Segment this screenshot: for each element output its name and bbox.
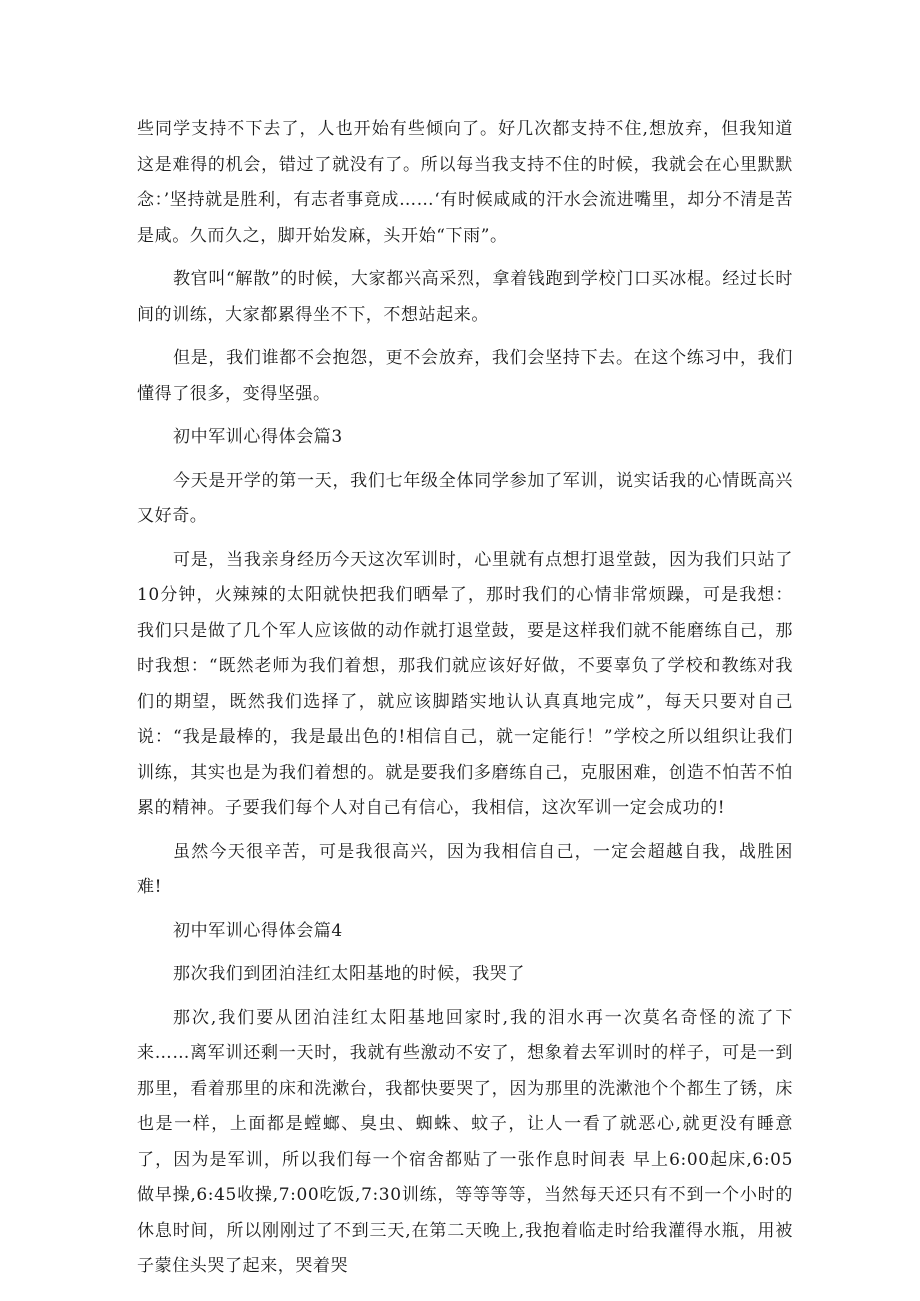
paragraph-2: 教官叫“解散”的时候，大家都兴高采烈，拿着钱跑到学校门口买冰棍。经过长时间的训练，大家都累得坐不下，不想站起来。 <box>137 269 793 325</box>
paragraph-7: 那次我们到团泊洼红太阳基地的时候，我哭了 <box>173 964 525 984</box>
paragraph-5: 可是，当我亲身经历今天这次军训时，心里就有点想打退堂鼓，因为我们只站了10分钟，火辣辣的太阳就快把我们晒晕了，那时我们的心情非常烦躁，可是我想：我们只是做了几个军人应该做的动作就打退堂鼓，要是这样我们就不能磨练自己，那时我想：“既然老师为我们着想，那我们就应该好好做，不要辜负了学校和教练对我们的期望，既然我们选择了，就应该脚踏实地认认真真地完成”，每天只要对自己说：“我是最棒的，我是最出色的!相信自己，就一定能行！”学校之所以组织让我们训练，其实也是为我们着想的。就是要我们多磨练自己，克服困难，创造不怕苦不怕累的精神。子要我们每个人对自己有信心，我相信，这次军训一定会成功的! <box>137 549 793 818</box>
document-page <box>137 112 793 1293</box>
paragraph-8: 那次,我们要从团泊洼红太阳基地回家时,我的泪水再一次莫名奇怪的流了下来……离军训还剩一天时，我就有些激动不安了，想象着去军训时的样子，可是一到那里，看着那里的床和洗漱台，我都快要哭了，因为那里的洗漱池个个都生了锈，床也是一样，上面都是螳螂、臭虫、蜘蛛、蚊子，让人一看了就恶心,就更没有睡意了，因为是军训，所以我们每一个宿舍都贴了一张作息时间表 早上6:00起床,6:05做早操,6:45收操,7:00吃饭,7:30训练，等等等等，当然每天还只有不到一个小时的休息时间，所以刚刚过了不到三天,在第二天晚上,我抱着临走时给我灌得水瓶，用被子蒙住头哭了起来，哭着哭 <box>137 1007 793 1276</box>
paragraph-6: 虽然今天很辛苦，可是我很高兴，因为我相信自己，一定会超越自我，战胜困难! <box>137 841 793 897</box>
paragraph-1: 些同学支持不下去了，人也开始有些倾向了。好几次都支持不住,想放弃，但我知道这是难得的机会，错过了就没有了。所以每当我支持不住的时候，我就会在心里默默念：’坚持就是胜利，有志者事竟成……‘有时候咸咸的汗水会流进嘴里，却分不清是苦是咸。久而久之，脚开始发麻，头开始“下雨”。 <box>137 119 793 246</box>
paragraph-3: 但是，我们谁都不会抱怨，更不会放弃，我们会坚持下去。在这个练习中，我们懂得了很多，变得坚强。 <box>137 348 793 404</box>
paragraph-4: 今天是开学的第一天，我们七年级全体同学参加了军训，说实话我的心情既高兴又好奇。 <box>137 470 793 526</box>
section-heading-4: 初中军训心得体会篇4 <box>173 920 343 941</box>
section-heading-3: 初中军训心得体会篇3 <box>173 427 343 447</box>
